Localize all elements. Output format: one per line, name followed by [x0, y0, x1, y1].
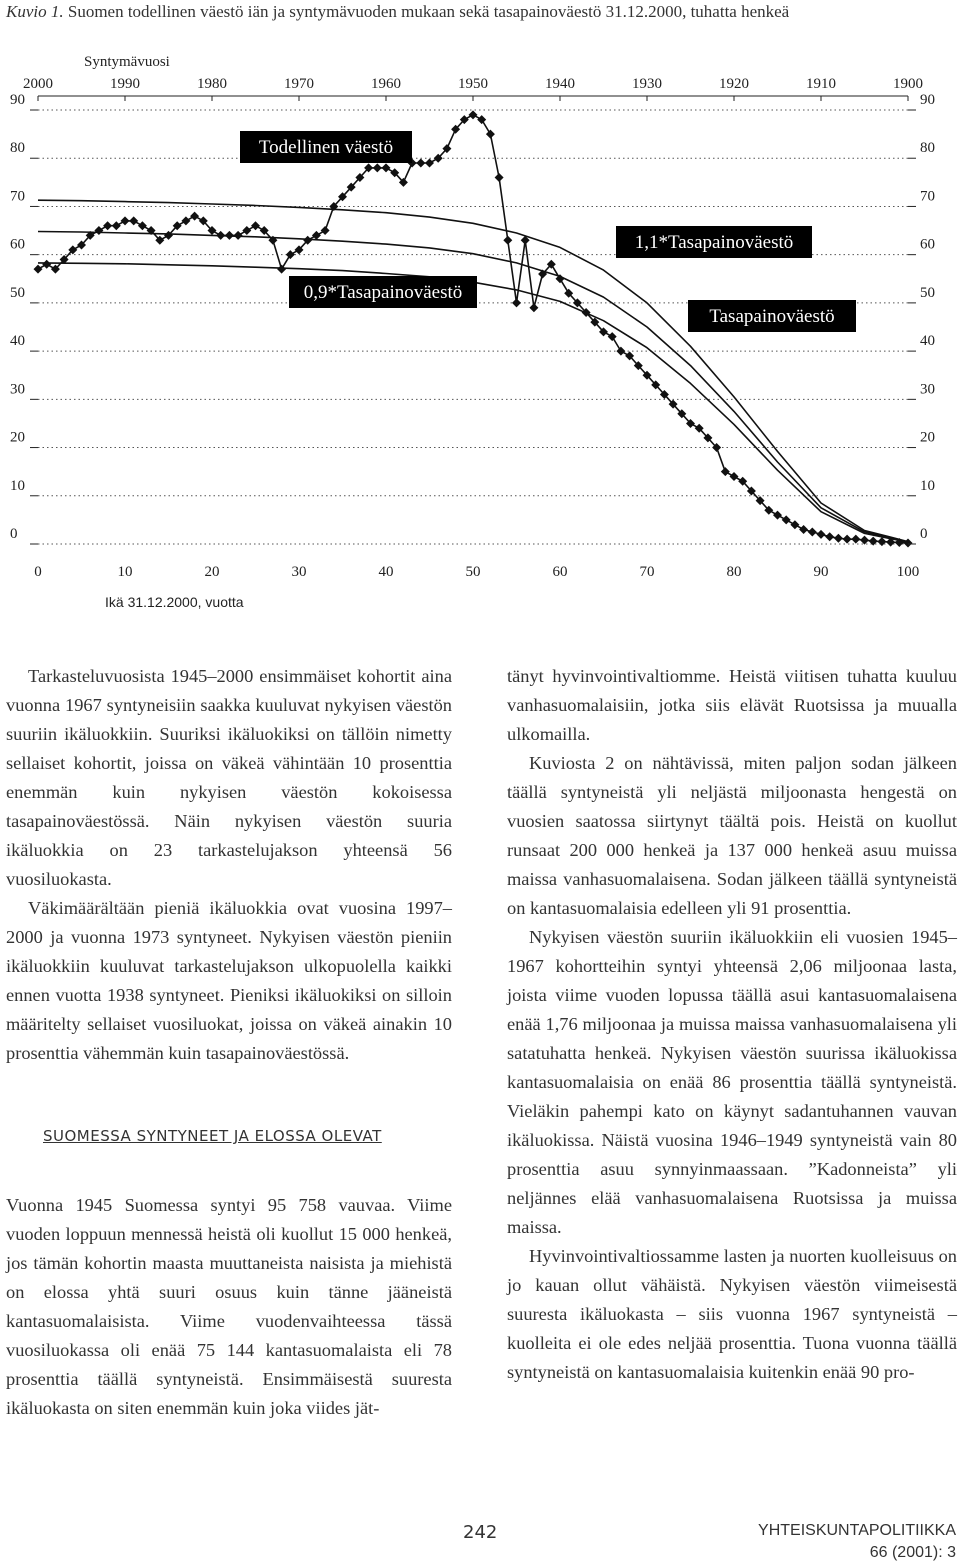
page-number: 242	[463, 1522, 498, 1543]
data-point	[486, 130, 495, 139]
y-tick-label-right: 50	[920, 284, 935, 301]
data-point	[190, 212, 199, 221]
data-point	[495, 173, 504, 182]
data-point	[790, 520, 799, 529]
journal-issue: 66 (2001): 3	[869, 1544, 956, 1561]
data-point	[34, 265, 43, 274]
data-point	[512, 298, 521, 307]
data-point	[503, 236, 512, 245]
top-tick-label: 1920	[719, 76, 749, 92]
x-tick-label: 10	[117, 564, 133, 580]
journal-name: YHTEISKUNTAPOLITIIKKA	[758, 1522, 956, 1539]
data-point	[103, 221, 112, 230]
data-point	[112, 221, 121, 230]
data-point	[425, 159, 434, 168]
top-tick-label: 1960	[371, 76, 401, 92]
left-paragraph-3: Vuonna 1945 Suomessa syntyi 95 758 vauvaa. Viime vuoden loppuun mennessä heistä oli kuollut 15 000 henkeä, jos tämän kohortin maasta muuttaneista naisista ja miehistä on elossa yhtä suuri osuus kuin tänne jääneistä kantasuomalaisista. Viime vuodenvaihteessa tässä vuosiluokassa oli enää 75 144 kantasuomalaista eli 78 prosenttia täällä syntyneistä. Ensimmäisestä suuresta ikäluokasta on siten enemmän kuin joka viides jät-	[6, 1195, 452, 1418]
x-tick-label: 100	[896, 564, 920, 580]
data-point	[138, 221, 147, 230]
data-point	[225, 231, 234, 240]
y-tick-label-left: 40	[10, 333, 25, 350]
left-paragraph-1: Tarkasteluvuosista 1945–2000 ensimmäiset kohortit aina vuonna 1967 syntyneisiin saakka kuuluvat nykyisen väestön suuriin ikäluokkiin. Suuriksi ikäluokiksi on tällöin nimetty sellaiset kohortit, joissa on väkeä vähintään 10 prosenttia enemmän kuin nykyisen väestön kokoisessa tasapainoväestössä. Näin nykyisen väestön suuria ikäluokkia on 23 tarkastelujakson yhteensä 56 vuosiluokasta.	[6, 666, 452, 889]
journal-footer	[758, 1520, 956, 1564]
right-paragraph-3: Nykyisen väestön suuriin ikäluokkiin eli vuosien 1945–1967 kohortteihin syntyi yhteensä 2,06 miljoonaa lasta, joista viime vuoden lopussa täällä asui kantasuomalaisena enää 1,76 miljoonaa ja muissa maissa vanhasuomalaisena yli satatuhatta henkeä. Nykyisen väestön suurissa ikäluokissa kantasuomalaisia on enää 86 prosenttia täällä syntyneistä. Vieläkin pahempi kato on käynyt sadantuhannen vauvan ikäluokissa. Näistä vuosina 1946–1949 syntyneistä vain 80 prosenttia asuu synnyinmaassaan. ”Kadonneista” yli neljännes elää vanhasuomalaisena Ruotsissa ja muissa maissa.	[507, 927, 957, 1237]
x-tick-label: 80	[726, 564, 742, 580]
section-title: SUOMESSA SYNTYNEET JA ELOSSA OLEVAT	[43, 1127, 382, 1145]
data-point	[721, 467, 730, 476]
y-tick-label-right: 20	[920, 429, 935, 446]
top-tick-label: 1940	[545, 76, 575, 92]
data-point	[373, 163, 382, 172]
data-point	[277, 265, 286, 274]
population-chart	[0, 44, 960, 616]
y-tick-label-right: 40	[920, 333, 935, 350]
y-tick-label-left: 0	[10, 526, 18, 542]
data-point	[799, 525, 808, 534]
data-point	[843, 535, 852, 544]
top-tick-label: 1930	[632, 76, 662, 92]
top-tick-label: 1950	[458, 76, 488, 92]
y-tick-label-right: 30	[920, 381, 935, 398]
series-label-text: Tasapainoväestö	[709, 306, 835, 327]
top-tick-label: 2000	[23, 76, 53, 92]
data-point	[416, 159, 425, 168]
top-tick-label: 1900	[893, 76, 923, 92]
x-tick-label: 50	[465, 564, 481, 580]
data-point	[216, 231, 225, 240]
y-tick-label-left: 10	[10, 477, 25, 494]
data-point	[234, 231, 243, 240]
x-tick-label: 60	[552, 564, 568, 580]
data-point	[808, 527, 817, 536]
y-tick-label-right: 70	[920, 188, 935, 205]
data-point	[129, 216, 138, 225]
data-point	[181, 216, 190, 225]
right-paragraph-4: Hyvinvointivaltiossamme lasten ja nuorten kuolleisuus on jo kauan ollut vähäistä. Nykyisen väestön viimeisestä suuresta ikäluokasta – siis vuonna 1967 syntyneistä – kuolleita ei ole edes neljää prosenttia. Tuona vuonna täällä syntyneistä on kantasuomalaisia kuitenkin enää 90 pro-	[507, 1246, 957, 1382]
y-tick-label-left: 20	[10, 429, 25, 446]
series-label-text: 1,1*Tasapainoväestö	[634, 232, 794, 253]
data-point	[782, 515, 791, 524]
data-point	[877, 537, 886, 546]
data-point	[851, 535, 860, 544]
x-tick-label: 0	[34, 564, 42, 580]
data-point	[773, 511, 782, 520]
left-column	[6, 662, 452, 1423]
x-tick-label: 20	[204, 564, 220, 580]
y-tick-label-left: 90	[10, 92, 25, 108]
data-point	[286, 250, 295, 259]
y-tick-label-right: 60	[920, 236, 935, 253]
data-point	[42, 260, 51, 269]
data-point	[860, 536, 869, 545]
top-tick-label: 1910	[806, 76, 836, 92]
y-tick-label-right: 10	[920, 477, 935, 494]
data-point	[608, 332, 617, 341]
top-tick-label: 1990	[110, 76, 140, 92]
x-tick-label: 70	[639, 564, 655, 580]
x-tick-label: 30	[291, 564, 307, 580]
data-point	[477, 115, 486, 124]
data-point	[616, 347, 625, 356]
data-point	[251, 221, 260, 230]
top-tick-label: 1970	[284, 76, 314, 92]
data-point	[94, 226, 103, 235]
left-paragraph-2: Väkimäärältään pieniä ikäluokkia ovat vuosina 1997–2000 ja vuonna 1973 syntyneet. Nykyisen väestön pieniin ikäluokkiin kuuluvat tarkastelujakson ulkopuolella kaikki ennen vuotta 1938 syntyneet. Pieniksi ikäluokiksi on silloin määritelty sellaiset vuosiluokat, joissa on väkeä ainakin 10 prosenttia vähemmän kuin tasapainoväestössä.	[6, 898, 452, 1063]
y-tick-label-right: 80	[920, 140, 935, 157]
data-point	[469, 110, 478, 119]
x-tick-label: 40	[378, 564, 394, 580]
y-tick-label-left: 70	[10, 188, 25, 205]
data-point	[382, 163, 391, 172]
top-tick-label: 1980	[197, 76, 227, 92]
data-point	[529, 303, 538, 312]
right-paragraph-1: tänyt hyvinvointivaltiomme. Heistä viitisen tuhatta kuuluu vanhasuomalaisiin, jotka siis elävät Ruotsissa ja muualla ulkomailla.	[507, 666, 957, 744]
data-point	[825, 532, 834, 541]
series-label-text: 0,9*Tasapainoväestö	[303, 282, 463, 303]
x-tick-label: 90	[813, 564, 829, 580]
y-tick-label-left: 80	[10, 140, 25, 157]
data-point	[817, 530, 826, 539]
data-point	[730, 472, 739, 481]
top-axis-title: Syntymävuosi	[84, 54, 170, 70]
y-tick-label-right: 0	[920, 526, 928, 542]
right-paragraph-2: Kuviosta 2 on nähtävissä, miten paljon sodan jälkeen täällä syntyneistä yli neljästä miljoonasta hengestä on vuosien saatossa siirtynyt täältä pois. Heistä on kuollut runsaat 200 000 henkeä ja 137 000 henkeä asuu muissa maissa vanhasuomalaisena. Sodan jälkeen täällä syntyneistä on kantasuomalaisia edelleen yli 91 prosenttia.	[507, 753, 957, 918]
data-point	[242, 226, 251, 235]
y-tick-label-left: 60	[10, 236, 25, 253]
figure-label: Kuvio 1.	[6, 2, 64, 21]
data-point	[904, 539, 913, 548]
right-column	[507, 662, 957, 1387]
figure-caption-text: Suomen todellinen väestö iän ja syntymävuoden mukaan sekä tasapainoväestö 31.12.2000, tuhatta henkeä	[63, 2, 790, 21]
data-point	[121, 216, 130, 225]
y-tick-label-left: 50	[10, 284, 25, 301]
figure-caption	[6, 0, 956, 23]
data-point	[321, 226, 330, 235]
y-tick-label-left: 30	[10, 381, 25, 398]
data-point	[834, 534, 843, 543]
x-axis-label: Ikä 31.12.2000, vuotta	[105, 594, 244, 610]
y-tick-label-right: 90	[920, 92, 935, 108]
series-label-text: Todellinen väestö	[258, 137, 394, 158]
data-point	[312, 231, 321, 240]
